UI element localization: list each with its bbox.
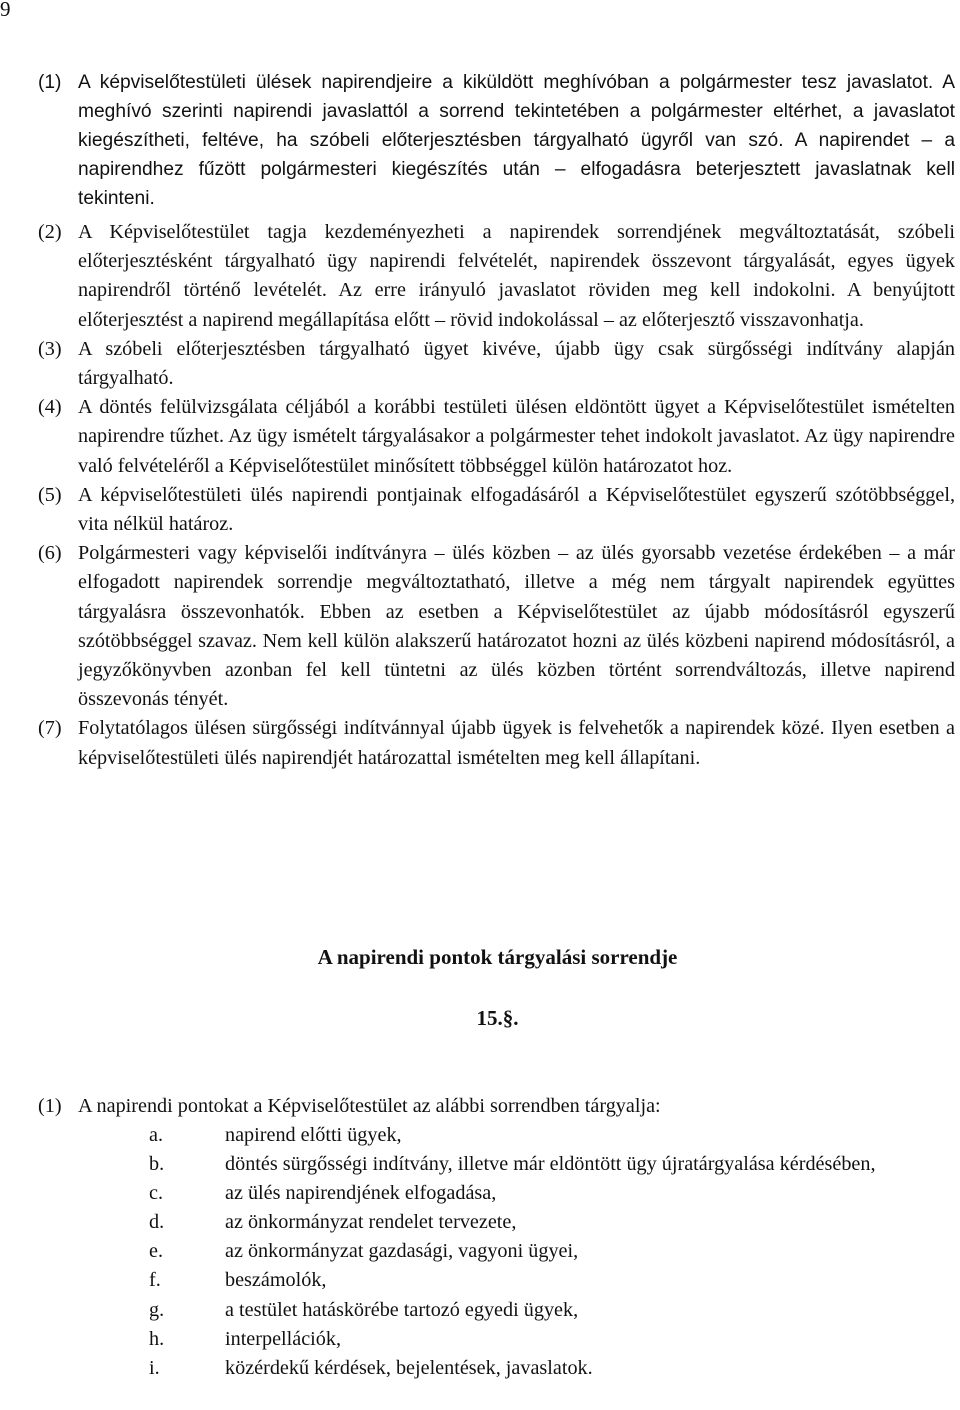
list-marker: f.	[149, 1269, 161, 1292]
paragraph-4	[38, 393, 955, 481]
list-item-text: beszámolók,	[225, 1269, 327, 1292]
list-marker: e.	[149, 1240, 164, 1263]
paragraph-number: (2)	[38, 221, 62, 243]
paragraph-text: A Képviselőtestület tagja kezdeményezheti a napirendek sorrendjének megváltoztatását, szóbeli előterjesztésként tárgyalható ügy napirendi felvételét, napirendek összevont tárgyalását, egyes ügyek napirendről történő levételét. Az erre irányuló javaslatot röviden meg kell indokolni. A benyújtott előterjesztést a napirend megállapítása előtt – rövid indokolással – az előterjesztő visszavonhatja.	[78, 221, 955, 331]
list-marker: c.	[149, 1182, 164, 1205]
list-marker: a.	[149, 1124, 164, 1146]
paragraph-2	[38, 218, 955, 335]
list-item-text: az önkormányzat rendelet tervezete,	[225, 1211, 517, 1234]
section-14-paragraphs	[38, 68, 955, 773]
paragraph-text: Folytatólagos ülésen sürgősségi indítvánnyal újabb ügyek is felvehetők a napirendek közé. Ilyen esetben a képviselőtestületi ülés napirendjét határozattal ismételten meg kell állapítani.	[78, 717, 955, 769]
list-marker: h.	[149, 1327, 165, 1350]
paragraph-number: (4)	[38, 396, 62, 419]
paragraph-text: A képviselőtestületi ülés napirendi pontjainak elfogadásáról a Képviselőtestület egyszerű szótöbbséggel, vita nélkül határoz.	[78, 483, 955, 536]
paragraph-text: A szóbeli előterjesztésben tárgyalható ügyet kivéve, újabb ügy csak sürgősségi indítvány alapján tárgyalható.	[78, 337, 955, 390]
list-item-text: a testület hatáskörébe tartozó egyedi ügyek,	[225, 1298, 579, 1321]
paragraph-text: Polgármesteri vagy képviselői indítványra – ülés közben – az ülés gyorsabb vezetése érdekében – a már elfogadott napirendek sorrendje megváltoztatható, illetve a még nem tárgyalt napirendek együttes tárgyalásra összevonhatók. Ebben az esetben a Képviselőtestület az újabb módosításról egyszerű szótöbbséggel szavaz. Nem kell külön alakszerű határozatot hozni az ülés közbeni napirend módosításról, a jegyzőkönyvben azonban fel kell tüntetni az ülés közben történt sorrendváltozás, illetve napirend összevonás tényét.	[78, 542, 955, 711]
paragraph-5	[38, 481, 955, 539]
list-item	[149, 1266, 909, 1295]
list-marker: g.	[149, 1298, 165, 1321]
list-marker: d.	[149, 1211, 165, 1234]
list-item	[149, 1150, 909, 1179]
list-item	[149, 1208, 909, 1237]
paragraph-text: A döntés felülvizsgálata céljából a korábbi testületi ülésen eldöntött ügyet a Képviselőtestület ismételten napirendre tűzhet. Az ügy ismételt tárgyalásakor a polgármester tehet indokolt javaslatot. Az ügy napirendre való felvételéről a Képviselőtestület minősített többséggel külön határozatot hoz.	[78, 396, 955, 477]
section-heading: A napirendi pontok tárgyalási sorrendje	[317, 945, 678, 969]
list-item-text: interpellációk,	[225, 1327, 342, 1350]
paragraph-number: (1)	[38, 1095, 62, 1117]
paragraph-6	[38, 539, 955, 714]
paragraph-number: (3)	[38, 337, 62, 360]
paragraph-1	[38, 1092, 955, 1121]
list-marker: b.	[149, 1153, 165, 1176]
paragraph-text: A napirendi pontokat a Képviselőtestület az alábbi sorrendben tárgyalja:	[78, 1095, 661, 1117]
paragraph-3	[38, 335, 955, 393]
list-item	[149, 1179, 909, 1208]
paragraph-text: A képviselőtestületi ülések napirendjeire a kiküldött meghívóban a polgármester tesz javaslatot. A meghívó szerinti napirendi javaslattól a sorrend tekintetében a polgármester eltérhet, a javaslatot kiegészítheti, feltéve, ha szóbeli előterjesztésben tárgyalható ügyről van szó. A napirendet – a napirendhez fűzött polgármesteri kiegészítés után – elfogadásra beterjesztett javaslatnak kell tekinteni.	[78, 72, 955, 209]
list-item-text: az önkormányzat gazdasági, vagyoni ügyei,	[225, 1240, 579, 1263]
list-marker: i.	[149, 1356, 160, 1379]
list-item	[149, 1325, 909, 1354]
list-item	[149, 1354, 909, 1383]
paragraph-7	[38, 714, 955, 772]
section-number: 15.§.	[476, 1006, 519, 1030]
section-15-paragraph	[38, 1092, 955, 1121]
list-item-text: döntés sürgősségi indítvány, illetve már eldöntött ügy újratárgyalása kérdésében,	[225, 1153, 876, 1176]
list-item-text: napirend előtti ügyek,	[225, 1124, 402, 1146]
paragraph-1	[38, 68, 955, 213]
page-number: 9	[0, 0, 11, 21]
list-item-text: az ülés napirendjének elfogadása,	[225, 1182, 497, 1205]
list-item	[149, 1296, 909, 1325]
list-item	[149, 1121, 909, 1150]
paragraph-number: (1)	[38, 72, 62, 93]
paragraph-number: (5)	[38, 483, 62, 506]
paragraph-number: (6)	[38, 542, 62, 565]
list-item-text: közérdekű kérdések, bejelentések, javaslatok.	[225, 1356, 593, 1379]
agenda-order-list	[149, 1121, 909, 1383]
list-item	[149, 1237, 909, 1266]
paragraph-number: (7)	[38, 717, 62, 740]
